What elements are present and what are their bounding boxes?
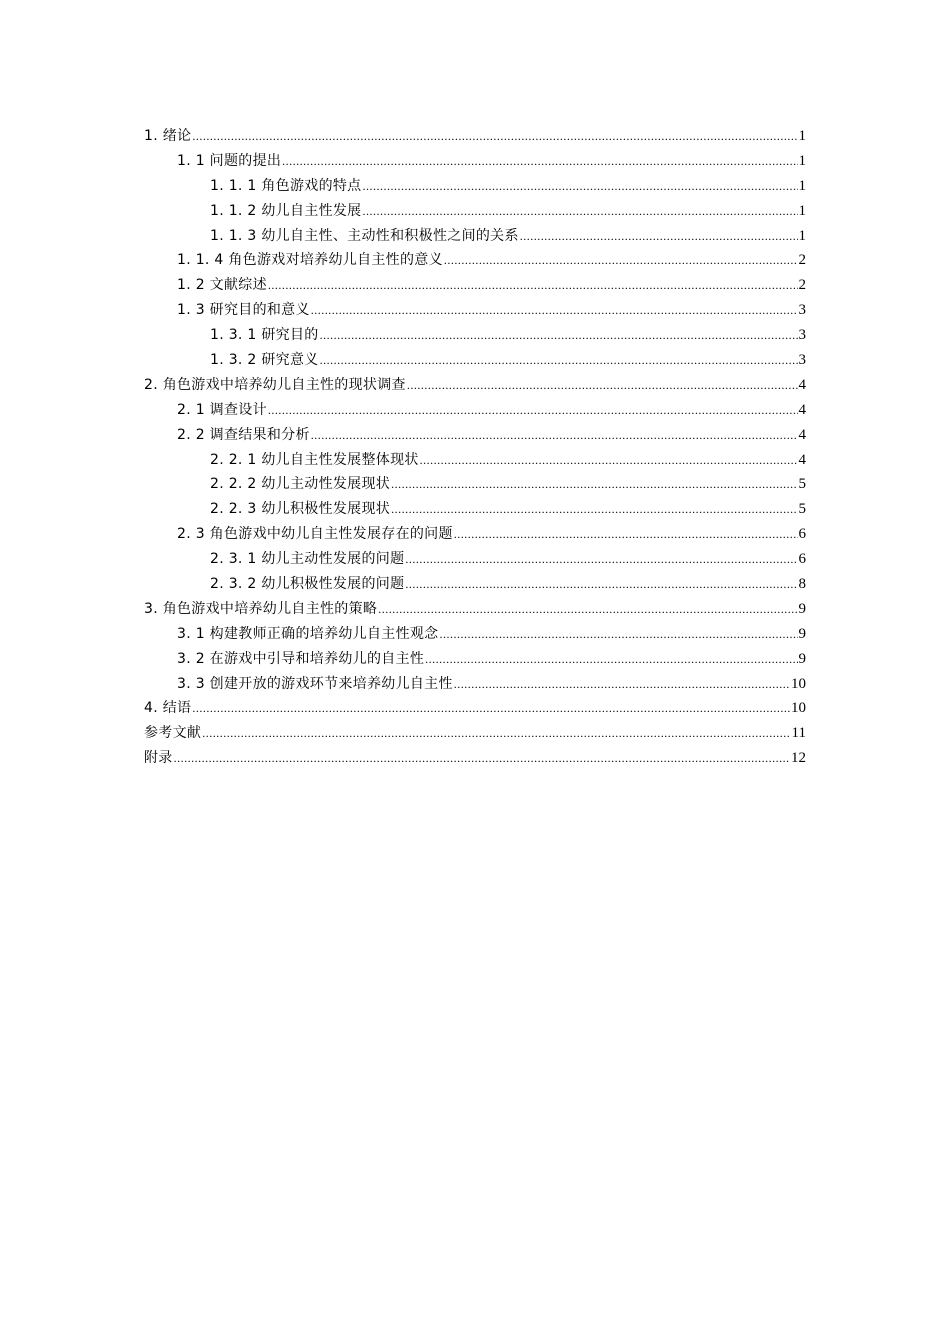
dot-leader <box>420 448 798 473</box>
dot-leader <box>192 124 797 149</box>
toc-entry[interactable] <box>144 472 806 497</box>
toc-entry[interactable] <box>144 597 806 622</box>
toc-entry-title: 3. 3 创建开放的游戏环节来培养幼儿自主性 <box>177 675 453 692</box>
toc-entry[interactable] <box>144 448 806 473</box>
toc-entry-title: 1. 2 文献综述 <box>177 277 267 294</box>
toc-entry[interactable] <box>144 273 806 298</box>
toc-entry-title: 1. 1. 3 幼儿自主性、主动性和积极性之间的关系 <box>210 227 519 244</box>
toc-entry[interactable] <box>144 124 806 149</box>
toc-entry[interactable] <box>144 721 806 746</box>
dot-leader <box>407 373 798 398</box>
toc-page-number: 10 <box>791 700 806 717</box>
toc-entry-title: 1. 1 问题的提出 <box>177 152 282 169</box>
dot-leader <box>362 199 797 224</box>
dot-leader <box>520 224 798 249</box>
toc-page-number: 4 <box>798 376 806 393</box>
dot-leader <box>320 323 798 348</box>
toc-page-number: 9 <box>798 650 806 667</box>
dot-leader <box>391 497 797 522</box>
dot-leader <box>311 298 798 323</box>
toc-page-number: 6 <box>798 551 806 568</box>
toc-page-number: 5 <box>798 501 806 518</box>
toc-entry-title: 1. 绪论 <box>144 128 192 144</box>
toc-entry-title: 1. 3. 1 研究目的 <box>210 327 319 344</box>
toc-page-number: 1 <box>798 128 806 144</box>
toc-entry[interactable] <box>144 672 806 697</box>
toc-entry-title: 2. 2. 3 幼儿积极性发展现状 <box>210 501 391 518</box>
dot-leader <box>439 622 797 647</box>
toc-page-number: 1 <box>798 152 806 169</box>
toc-entry-title: 2. 3. 2 幼儿积极性发展的问题 <box>210 576 405 593</box>
toc-entry-title: 2. 2. 2 幼儿主动性发展现状 <box>210 476 391 493</box>
toc-page-number: 6 <box>798 526 806 543</box>
dot-leader <box>391 472 797 497</box>
dot-leader <box>405 572 797 597</box>
toc-page-number: 2 <box>798 277 806 294</box>
toc-entry-title: 1. 1. 4 角色游戏对培养幼儿自主性的意义 <box>177 252 443 269</box>
toc-entry[interactable] <box>144 522 806 547</box>
toc-entry[interactable] <box>144 224 806 249</box>
toc-entry-title: 3. 2 在游戏中引导和培养幼儿的自主性 <box>177 650 425 667</box>
toc-page-number: 5 <box>798 476 806 493</box>
dot-leader <box>320 348 798 373</box>
toc-entry-title: 1. 1. 2 幼儿自主性发展 <box>210 202 362 219</box>
toc-entry[interactable] <box>144 373 806 398</box>
dot-leader <box>268 398 798 423</box>
dot-leader <box>282 149 797 174</box>
toc-page-number: 3 <box>798 302 806 319</box>
dot-leader <box>192 696 790 721</box>
toc-page-number: 4 <box>798 451 806 468</box>
toc-entry-title: 1. 3 研究目的和意义 <box>177 302 310 319</box>
toc-page-number: 8 <box>798 576 806 593</box>
toc-entry[interactable] <box>144 398 806 423</box>
toc-page-number: 1 <box>798 202 806 219</box>
toc-entry[interactable] <box>144 746 806 771</box>
dot-leader <box>444 248 798 273</box>
toc-page-number: 4 <box>798 401 806 418</box>
dot-leader <box>174 746 790 771</box>
dot-leader <box>311 423 798 448</box>
toc-page-number: 11 <box>791 725 806 742</box>
toc-entry[interactable] <box>144 248 806 273</box>
dot-leader <box>268 273 798 298</box>
toc-entry-title: 参考文献 <box>144 725 202 742</box>
toc-page-number: 4 <box>798 426 806 443</box>
toc-page-number: 9 <box>798 625 806 642</box>
dot-leader <box>362 174 797 199</box>
dot-leader <box>202 721 790 746</box>
toc-entry[interactable] <box>144 647 806 672</box>
toc-entry[interactable] <box>144 199 806 224</box>
toc-entry-title: 2. 1 调查设计 <box>177 401 267 418</box>
toc-entry-title: 2. 3. 1 幼儿主动性发展的问题 <box>210 551 405 568</box>
table-of-contents <box>144 124 806 771</box>
toc-entry[interactable] <box>144 149 806 174</box>
toc-page-number: 9 <box>798 600 806 617</box>
toc-entry[interactable] <box>144 547 806 572</box>
toc-entry-title: 3. 角色游戏中培养幼儿自主性的策略 <box>144 600 378 617</box>
toc-page-number: 2 <box>798 252 806 269</box>
toc-entry[interactable] <box>144 323 806 348</box>
toc-entry-title: 2. 角色游戏中培养幼儿自主性的现状调查 <box>144 376 406 393</box>
toc-entry-title: 附录 <box>144 750 173 767</box>
toc-page-number: 3 <box>798 327 806 344</box>
toc-entry-title: 2. 2 调查结果和分析 <box>177 426 310 443</box>
toc-entry-title: 1. 1. 1 角色游戏的特点 <box>210 177 362 194</box>
toc-entry[interactable] <box>144 298 806 323</box>
toc-entry-title: 2. 2. 1 幼儿自主性发展整体现状 <box>210 451 419 468</box>
toc-entry-title: 1. 3. 2 研究意义 <box>210 352 319 369</box>
dot-leader <box>425 647 797 672</box>
toc-page-number: 10 <box>791 675 806 692</box>
dot-leader <box>405 547 797 572</box>
toc-entry[interactable] <box>144 423 806 448</box>
dot-leader <box>454 522 798 547</box>
dot-leader <box>378 597 797 622</box>
toc-entry[interactable] <box>144 572 806 597</box>
toc-entry[interactable] <box>144 497 806 522</box>
toc-entry-title: 3. 1 构建教师正确的培养幼儿自主性观念 <box>177 625 439 642</box>
toc-entry[interactable] <box>144 696 806 721</box>
toc-page-number: 1 <box>798 177 806 194</box>
dot-leader <box>454 672 790 697</box>
toc-entry-title: 4. 结语 <box>144 700 192 717</box>
toc-page-number: 12 <box>791 750 806 767</box>
toc-entry[interactable] <box>144 174 806 199</box>
toc-entry[interactable] <box>144 622 806 647</box>
toc-page-number: 1 <box>798 227 806 244</box>
toc-page-number: 3 <box>798 352 806 369</box>
toc-entry-title: 2. 3 角色游戏中幼儿自主性发展存在的问题 <box>177 526 453 543</box>
toc-entry[interactable] <box>144 348 806 373</box>
